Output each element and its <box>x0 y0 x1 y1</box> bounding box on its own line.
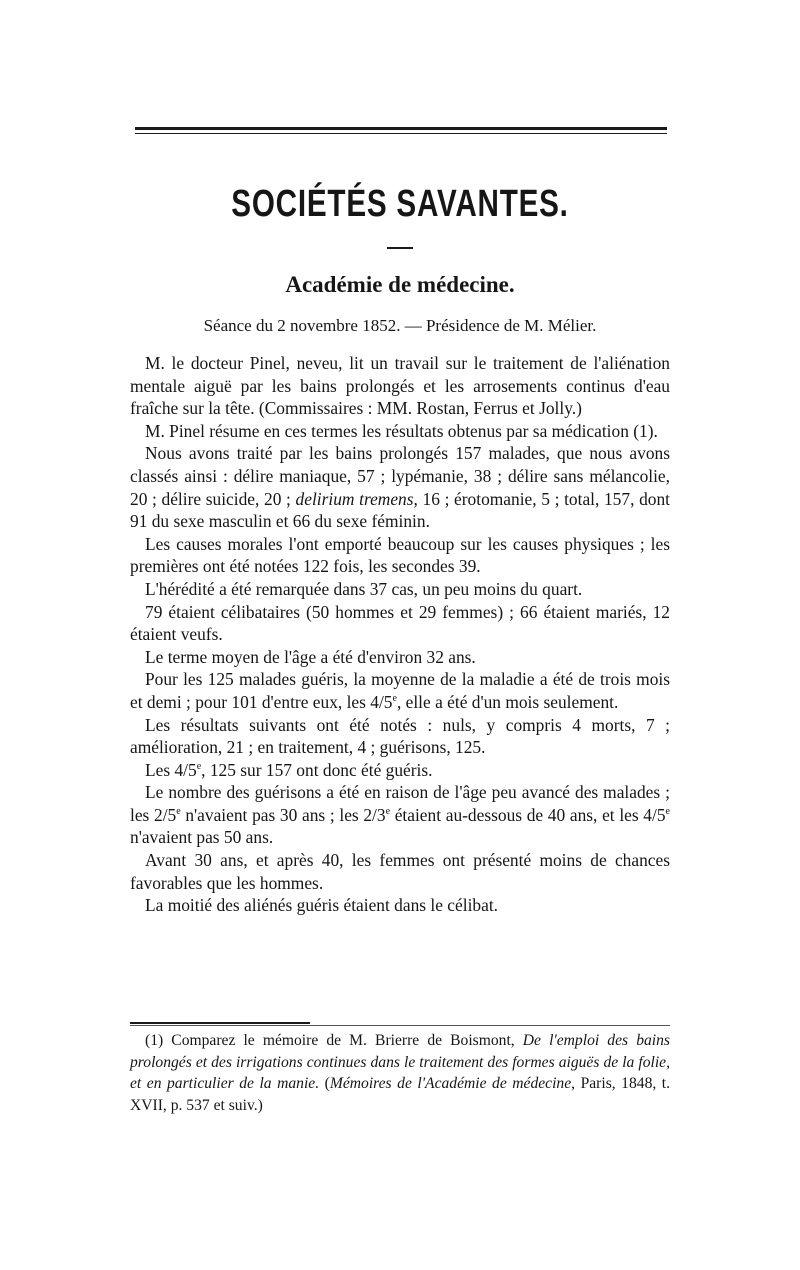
paragraph: Pour les 125 malades guéris, la moyenne de la maladie a été de trois mois et demi ; pour 101 d'entre eux, les 4/5e, elle a été d'un mois seulement. <box>130 669 670 712</box>
paragraph: Les résultats suivants ont été notés : nuls, y compris 4 morts, 7 ; amélioration, 21 ; en traitement, 4 ; guérisons, 125. <box>130 714 670 758</box>
body-text <box>130 352 670 917</box>
session-line: Séance du 2 novembre 1852. — Présidence de M. Mélier. <box>203 316 597 335</box>
paragraph: M. Pinel résume en ces termes les résultats obtenus par sa médication (1). <box>145 420 658 441</box>
header-rule <box>135 127 667 134</box>
title-separator <box>387 247 413 249</box>
paragraph: Les 4/5e, 125 sur 157 ont donc été guéris. <box>145 759 433 780</box>
paragraph: Avant 30 ans, et après 40, les femmes ont présenté moins de chances favorables que les hommes. <box>130 850 670 893</box>
footnote-rule <box>130 1022 310 1024</box>
paragraph: M. le docteur Pinel, neveu, lit un travail sur le traitement de l'aliénation mentale aiguë par les bains prolongés et les arrosements continus d'eau fraîche sur la tête. (Commissaires : MM. Rostan, Ferrus et Jolly.) <box>130 353 670 419</box>
footnote-ref: (1) <box>633 420 654 441</box>
section-title: SOCIÉTÉS SAVANTES. <box>231 183 569 225</box>
footnote-rule-thin <box>130 1025 670 1026</box>
paragraph: La moitié des aliénés guéris étaient dans le célibat. <box>145 895 498 916</box>
subtitle: Académie de médecine. <box>285 272 515 297</box>
paragraph: Nous avons traité par les bains prolongés 157 malades, que nous avons classés ainsi : délire maniaque, 57 ; lypémanie, 38 ; délire sans mélancolie, 20 ; délire suicide, 20 ; delirium tremens, 16 ; érotomanie, 5 ; total, 157, dont 91 du sexe masculin et 66 du sexe féminin. <box>130 443 670 532</box>
paragraph: Le nombre des guérisons a été en raison de l'âge peu avancé des malades ; les 2/5e n'avaient pas 30 ans ; les 2/3e étaient au-dessous de 40 ans, et les 4/5e n'avaient pas 50 ans. <box>130 782 670 848</box>
paragraph: Le terme moyen de l'âge a été d'environ 32 ans. <box>145 646 476 667</box>
footnote: (1) Comparez le mémoire de M. Brierre de Boismont, De l'emploi des bains prolongés et des irrigations continues dans le traitement des formes aiguës de la folie, et en particulier de la manie. (Mémoires de l'Académie de médecine, Paris, 1848, t. XVII, p. 537 et suiv.) <box>130 1032 671 1114</box>
paragraph: L'hérédité a été remarquée dans 37 cas, un peu moins du quart. <box>145 578 583 599</box>
paragraph: Les causes morales l'ont emporté beaucoup sur les causes physiques ; les premières ont été notées 122 fois, les secondes 39. <box>130 533 670 577</box>
paragraph: 79 étaient célibataires (50 hommes et 29 femmes) ; 66 étaient mariés, 12 étaient veufs. <box>130 601 670 645</box>
